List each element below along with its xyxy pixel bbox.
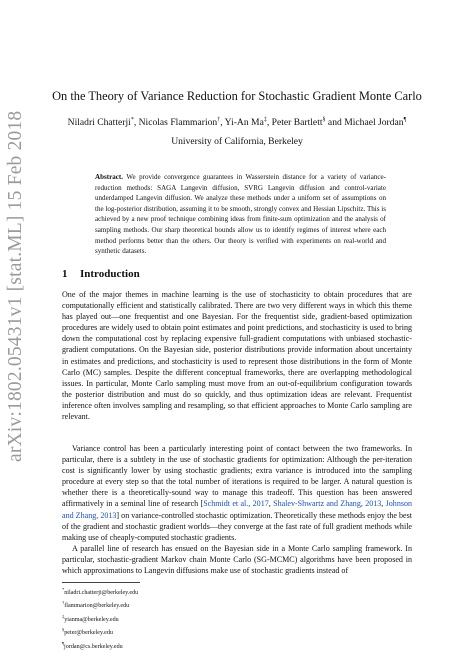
footnote-mark: * bbox=[130, 117, 134, 123]
footnote-item: *niladri.chatterji@berkeley.edu bbox=[62, 587, 139, 597]
author-name: Peter Bartlett bbox=[271, 117, 323, 129]
citation-link[interactable]: Shalev-Shwartz and Zhang, 2013 bbox=[273, 499, 382, 509]
author-name: Niladri Chatterji bbox=[67, 117, 131, 129]
author-email: jordan@cs.berkeley.edu bbox=[64, 643, 123, 650]
author-email: yianma@berkeley.edu bbox=[64, 616, 119, 623]
footnote-item: ¶jordan@cs.berkeley.edu bbox=[62, 640, 123, 650]
footnote-mark: § bbox=[322, 117, 326, 123]
footnote-mark: † bbox=[217, 117, 221, 123]
paper-title: On the Theory of Variance Reduction for Stochastic Gradient Monte Carlo bbox=[52, 89, 422, 103]
footnotes bbox=[62, 585, 138, 652]
intro-paragraph-1: One of the major themes in machine learning is the use of stochasticity to obtain procedures that are computationally efficient and statistically calibrated. There are two very different ways in which this theme has played out—one frequentist and one Bayesian. For the frequentist side, gradient-based optimization procedures are widely used to obtain point estimates and point predictions, and stochasticity is used to bring down the computational cost by replacing expensive full-gradient computations with unbiased stochastic-gradient computations. On the Bayesian side, posterior distributions provide information about uncertainty in estimates and predictions, and stochasticity is used to represent those distributions in the form of Monte Carlo (MC) samples. Despite the different conceptual frameworks, there are overlapping methodological issues. In particular, Monte Carlo sampling must move from an out-of-equilibrium configuration towards the posterior distribution and must do so quickly, and thus optimization ideas are relevant. Frequentist inference often involves sampling and resampling, so that efficient approaches to Monte Carlo sampling are relevant. bbox=[62, 290, 412, 422]
author-name: Nicolas Flammarion bbox=[138, 117, 218, 129]
section-title: Introduction bbox=[80, 268, 140, 280]
section-number: 1 bbox=[62, 268, 68, 280]
footnote-item: †flammarion@berkeley.edu bbox=[62, 600, 130, 610]
section-heading bbox=[62, 268, 140, 280]
intro-paragraph-3: A parallel line of research has ensued on the Bayesian side in a Monte Carlo sampling framework. In particular, stochastic-gradient Markov chain Monte Carlo (SG-MCMC) algorithms have been proposed in which approximations to Langevin diffusions make use of stochastic gradients instead of bbox=[62, 544, 412, 576]
citation-link[interactable]: Schmidt et al., 2017 bbox=[203, 499, 269, 509]
author-email: flammarion@berkeley.edu bbox=[64, 603, 130, 610]
citation-link[interactable]: Johnson and Zhang, 2013 bbox=[62, 499, 413, 520]
footnote-item: ‡yianma@berkeley.edu bbox=[62, 613, 119, 623]
arxiv-identifier: arXiv:1802.05431v1 [stat.ML] 15 Feb 2018 bbox=[5, 110, 26, 462]
abstract-text: We provide convergence guarantees in Wasserstein distance for a variety of variance-reduction methods: SAGA Langevin diffusion, SVRG Langevin diffusion and control-variate underdamped Langevin diffusion. We analyze these methods under a uniform set of assumptions on the log-posterior distribution, assuming it to be smooth, strongly convex and Hessian Lipschitz. This is achieved by a new proof technique combining ideas from finite-sum optimization and the analysis of sampling methods. Our sharp theoretical bounds allow us to identify regimes of interest where each method performs better than the others. Our theory is verified with experiments on real-world and synthetic datasets. bbox=[95, 173, 387, 256]
author-email: niladri.chatterji@berkeley.edu bbox=[64, 590, 139, 597]
abstract-label: Abstract. bbox=[95, 173, 123, 181]
intro-paragraph-2: Variance control has been a particularly interesting point of contact between the two frameworks. In particular, there is a subtlety in the use of stochastic gradients for optimization: Although the per-iteration cost is significantly lower by using stochastic gradients; extra variance is introduced into the sampling procedure at every step so that the total number of iterations is required to be larger. A natural question is whether there is a theoretically-sound way to manage this tradeoff. This question has been answered affirmatively in a seminal line of research [Schmidt et al., 2017, Shalev-Shwartz and Zhang, 2013, Johnson and Zhang, 2013] on variance-controlled stochastic optimization. Theoretically these methods enjoy the best of the gradient and stochastic gradient worlds—they converge at the fast rate of full gradient methods while making use of cheaply-computed stochastic gradients. bbox=[62, 444, 413, 542]
footnote-item: §peter@berkeley.edu bbox=[62, 627, 113, 637]
footnote-divider bbox=[62, 582, 140, 583]
author-name: Michael Jordan bbox=[344, 117, 404, 129]
author-list: Niladri Chatterji*, Nicolas Flammarion†, Yi-An Ma‡, Peter Bartlett§ and Michael Jordan¶ bbox=[67, 117, 407, 129]
author-email: peter@berkeley.edu bbox=[64, 630, 113, 637]
author-name: Yi-An Ma bbox=[224, 117, 264, 129]
abstract bbox=[95, 172, 386, 257]
affiliation: University of California, Berkeley bbox=[171, 136, 303, 147]
footnote-mark: ‡ bbox=[263, 117, 267, 123]
footnote-mark: ¶ bbox=[403, 117, 407, 123]
